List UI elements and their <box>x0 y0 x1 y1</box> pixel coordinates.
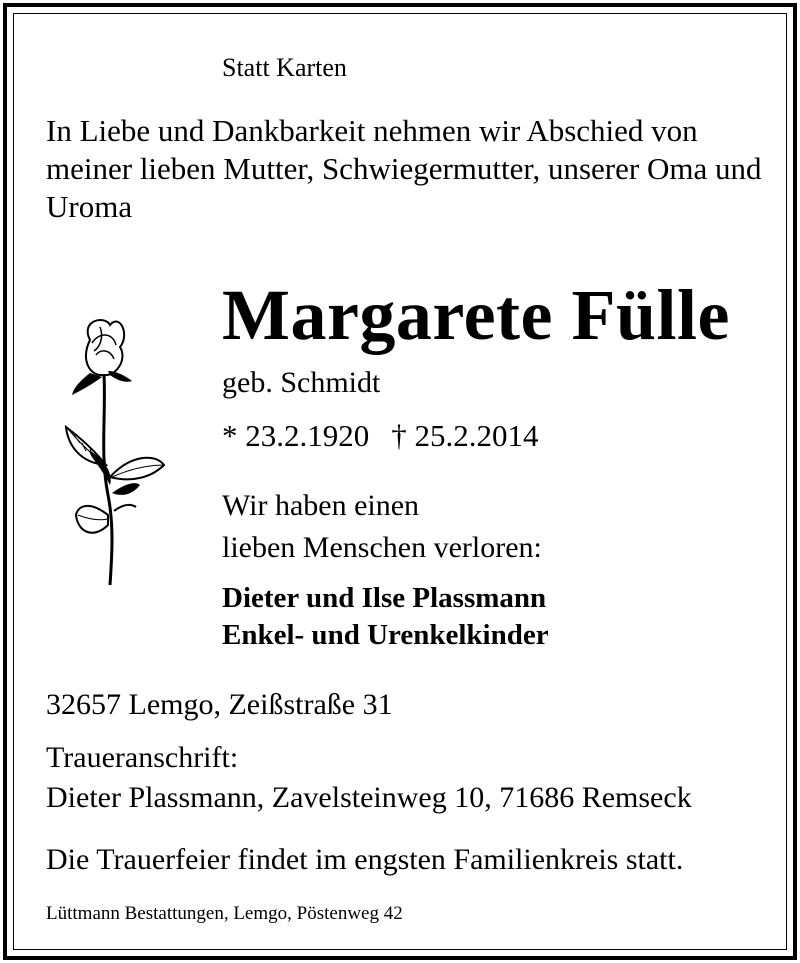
address: 32657 Lemgo, Zeißstraße 31 <box>46 688 393 721</box>
mourners-line-2: Enkel- und Urenkelkinder <box>222 619 549 651</box>
undertaker-text: Lüttmann Bestattungen, Lemgo, Pöstenweg 42 <box>46 903 403 924</box>
death-date: † 25.2.2014 <box>391 418 539 453</box>
mourning-address-label: Traueranschrift: <box>46 741 239 774</box>
deceased-name: Margarete Fülle <box>222 275 730 355</box>
birth-date: * 23.2.1920 <box>222 418 370 453</box>
statt-karten-text: Statt Karten <box>222 53 347 82</box>
rose-icon <box>60 315 170 595</box>
loss-text <box>222 485 542 569</box>
mourning-address <box>46 738 692 818</box>
mourners-line-1: Dieter und Ilse Plassmann <box>222 582 547 614</box>
ceremony-text: Die Trauerfeier findet im engsten Familienkreis statt. <box>46 843 684 876</box>
life-dates <box>222 420 539 451</box>
mourning-address-value: Dieter Plassmann, Zavelsteinweg 10, 71686 Remseck <box>46 781 692 814</box>
intro-text: In Liebe und Dankbarkeit nehmen wir Abschied von meiner lieben Mutter, Schwiegermutter, unserer Oma und Uroma <box>46 113 762 224</box>
loss-line-2: lieben Menschen verloren: <box>222 531 542 564</box>
loss-line-1: Wir haben einen <box>222 489 420 522</box>
mourners <box>222 580 549 654</box>
birth-name: geb. Schmidt <box>222 366 381 399</box>
